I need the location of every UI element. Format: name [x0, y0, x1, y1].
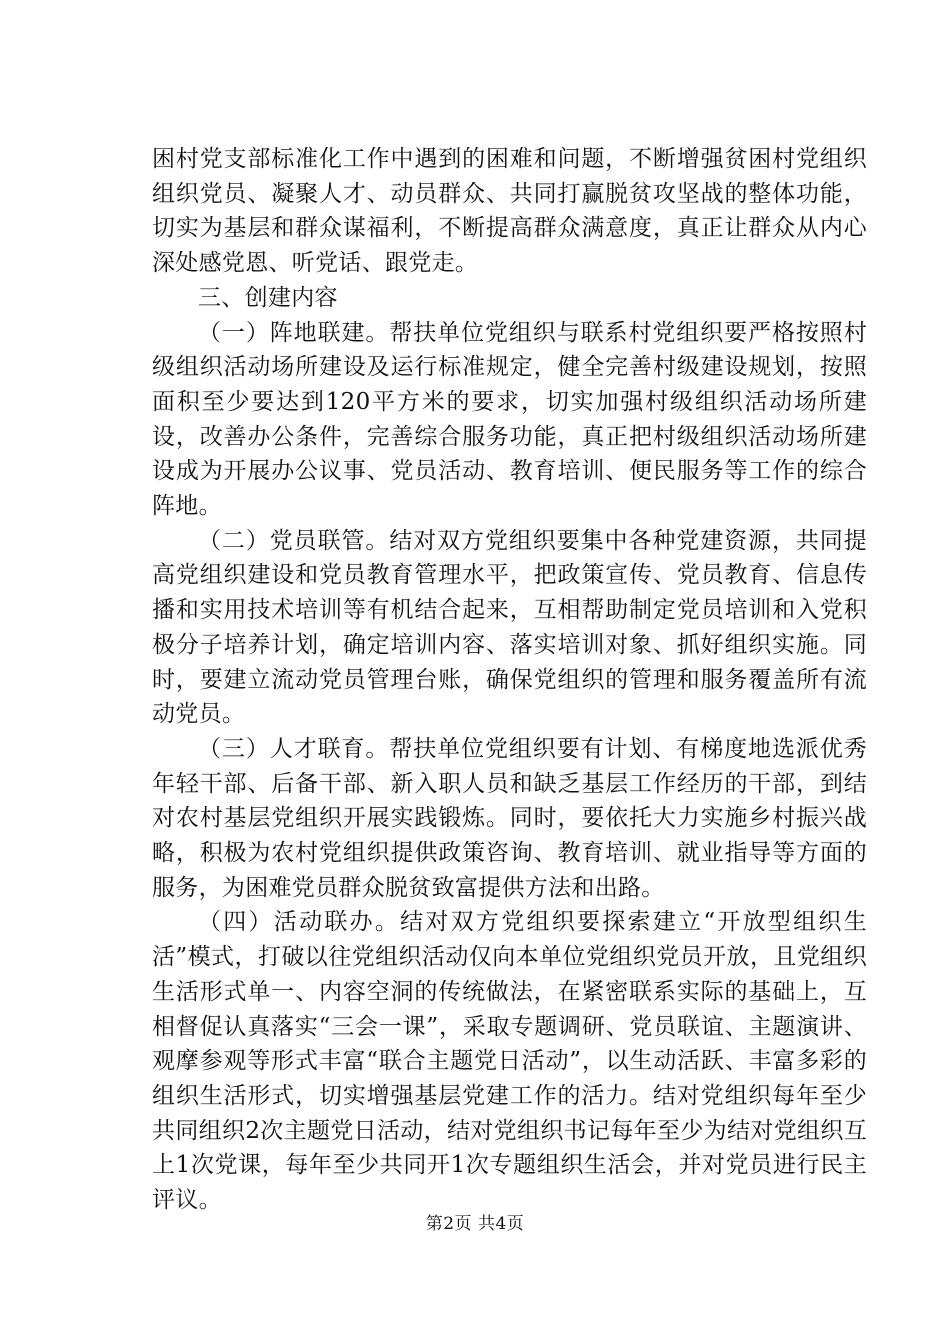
paragraph-joint-activities: （四）活动联办。结对双方党组织要探索建立“开放型组织生活”模式，打破以往党组织活动仅向本单位党组织党员开放，且党组织生活形式单一、内容空洞的传统做法，在紧密联系实际的基础上，互相督促认真落实“三会一课”，采取专题调研、党员联谊、主题演讲、观摩参观等形式丰富“联合主题党日活动”，以生动活跃、丰富多彩的组织生活形式，切实增强基层党建工作的活力。结对党组织每年至少共同组织2次主题党日活动，结对党组织书记每年至少为结对党组织互上1次党课，每年至少共同开1次专题组织生活会，并对党员进行民主评议。: [152, 909, 867, 1214]
page-number: 第2页 共4页: [425, 1214, 525, 1234]
document-body: [152, 142, 867, 1218]
paragraph-talent-training: （三）人才联育。帮扶单位党组织要有计划、有梯度地选派优秀年轻干部、后备干部、新入职人员和缺乏基层工作经历的干部，到结对农村基层党组织开展实践锻炼。同时，要依托大力实施乡村振兴战略，积极为农村党组织提供政策咨询、教育培训、就业指导等方面的服务，为困难党员群众脱贫致富提供方法和出路。: [152, 735, 867, 901]
paragraph-position-building: （一）阵地联建。帮扶单位党组织与联系村党组织要严格按照村级组织活动场所建设及运行标准规定，健全完善村级建设规划，按照面积至少要达到120平方米的要求，切实加强村级组织活动场所建设，改善办公条件，完善综合服务功能，真正把村级组织活动场所建设成为开展办公议事、党员活动、教育培训、便民服务等工作的综合阵地。: [152, 319, 867, 520]
paragraph-member-management: （二）党员联管。结对双方党组织要集中各种党建资源，共同提高党组织建设和党员教育管理水平，把政策宣传、党员教育、信息传播和实用技术培训等有机结合起来，互相帮助制定党员培训和入党积极分子培养计划，确定培训内容、落实培训对象、抓好组织实施。同时，要建立流动党员管理台账，确保党组织的管理和服务覆盖所有流动党员。: [152, 527, 867, 728]
section-heading: 三、创建内容: [198, 284, 338, 311]
paragraph-continuation: 困村党支部标准化工作中遇到的困难和问题，不断增强贫困村党组织组织党员、凝聚人才、动员群众、共同打赢脱贫攻坚战的整体功能，切实为基层和群众谋福利，不断提高群众满意度，真正让群众从内心深处感党恩、听党话、跟党走。: [152, 146, 867, 277]
